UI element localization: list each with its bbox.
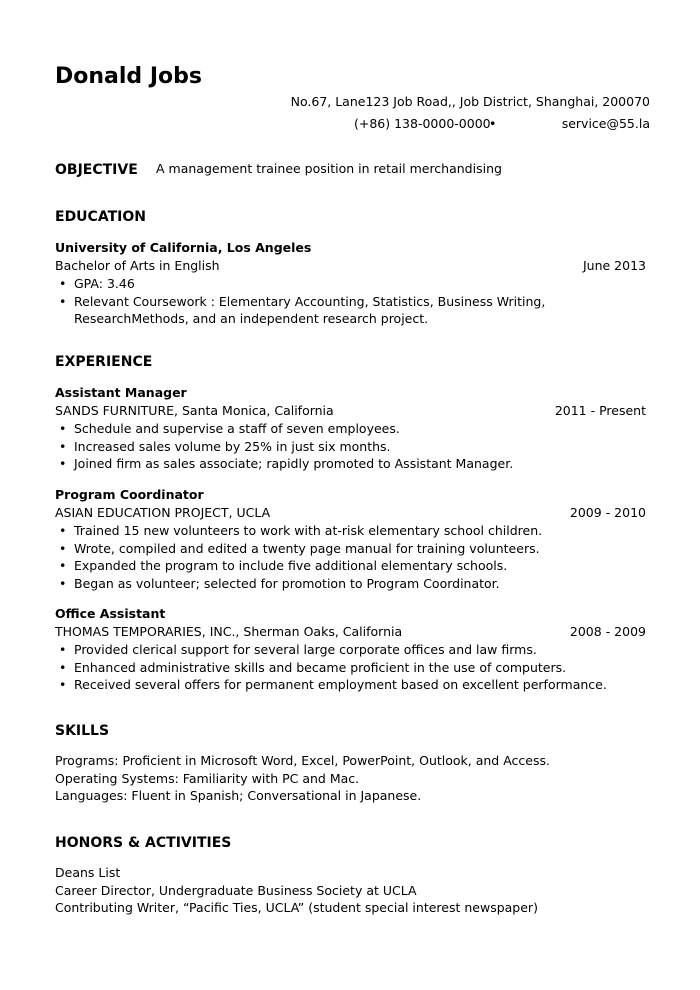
objective-heading: OBJECTIVE [55,162,138,178]
school-name: University of California, Los Angeles [55,240,312,255]
list-item: • Received several offers for permanent employment based on excellent performance. [55,676,646,694]
list-item: • Provided clerical support for several large corporate offices and law firms. [55,641,646,659]
list-item: • Increased sales volume by 25% in just six months. [55,438,646,456]
list-item: • Enhanced administrative skills and became proficient in the use of computers. [55,659,646,677]
job-dates: 2009 - 2010 [569,505,646,520]
skills-list [55,752,646,805]
job-entry [55,485,646,592]
experience-heading: EXPERIENCE [55,354,153,370]
job-bullets [55,420,646,473]
skill-line: Programs: Proficient in Microsoft Word, Excel, PowerPoint, Outlook, and Access. [55,753,550,768]
email-address: service@55.la [561,116,650,131]
honor-line: Deans List [55,865,121,880]
list-item: • Trained 15 new volunteers to work with at-risk elementary school children. [55,522,646,540]
job-bullets [55,522,646,592]
list-item: • Expanded the program to include five additional elementary schools. [55,557,646,575]
list-item: • Schedule and supervise a staff of seven employees. [55,420,646,438]
graduation-date: June 2013 [582,258,646,273]
honor-line: Career Director, Undergraduate Business Society at UCLA [55,882,417,898]
list-item: • GPA: 3.46 [55,275,646,293]
job-company: ASIAN EDUCATION PROJECT, UCLA [55,505,271,520]
honor-line: Contributing Writer, “Pacific Ties, UCLA” (student special interest newspaper) [55,900,538,915]
education-bullets [55,275,646,328]
job-company-row [55,504,646,522]
list-item: • Wrote, compiled and edited a twenty page manual for training volunteers. [55,540,646,558]
honors-heading: HONORS & ACTIVITIES [55,835,232,851]
job-company-row [55,623,646,641]
job-entry [55,383,646,473]
education-entry [55,238,646,328]
job-dates: 2011 - Present [554,403,646,418]
job-role: Office Assistant [55,606,166,621]
education-heading: EDUCATION [55,209,146,225]
honors-list [55,864,646,917]
skills-heading: SKILLS [55,723,110,739]
candidate-name: Donald Jobs [55,64,202,89]
skill-line: Operating Systems: Familiarity with PC and Mac. [55,770,360,786]
job-company-row [55,402,646,420]
degree: Bachelor of Arts in English [55,258,220,273]
phone-number: (+86) 138-0000-0000 [354,116,491,131]
bullet-separator: • [489,116,497,131]
job-company: THOMAS TEMPORARIES, INC., Sherman Oaks, California [55,624,403,639]
list-item: • Began as volunteer; selected for promotion to Program Coordinator. [55,575,646,593]
job-bullets [55,641,646,694]
job-role: Assistant Manager [55,385,187,400]
address: No.67, Lane123 Job Road,, Job District, Shanghai, 200070 [290,94,650,109]
job-role: Program Coordinator [55,487,204,502]
degree-row [55,257,646,275]
list-item: • Joined firm as sales associate; rapidly promoted to Assistant Manager. [55,455,646,473]
job-dates: 2008 - 2009 [569,624,646,639]
job-company: SANDS FURNITURE, Santa Monica, California [55,403,334,418]
job-entry [55,604,646,694]
objective-text: A management trainee position in retail merchandising [156,161,502,176]
list-item: • Relevant Coursework : Elementary Accounting, Statistics, Business Writing, ResearchMethods, and an independent research project. [55,293,646,328]
skill-line: Languages: Fluent in Spanish; Conversational in Japanese. [55,788,422,803]
